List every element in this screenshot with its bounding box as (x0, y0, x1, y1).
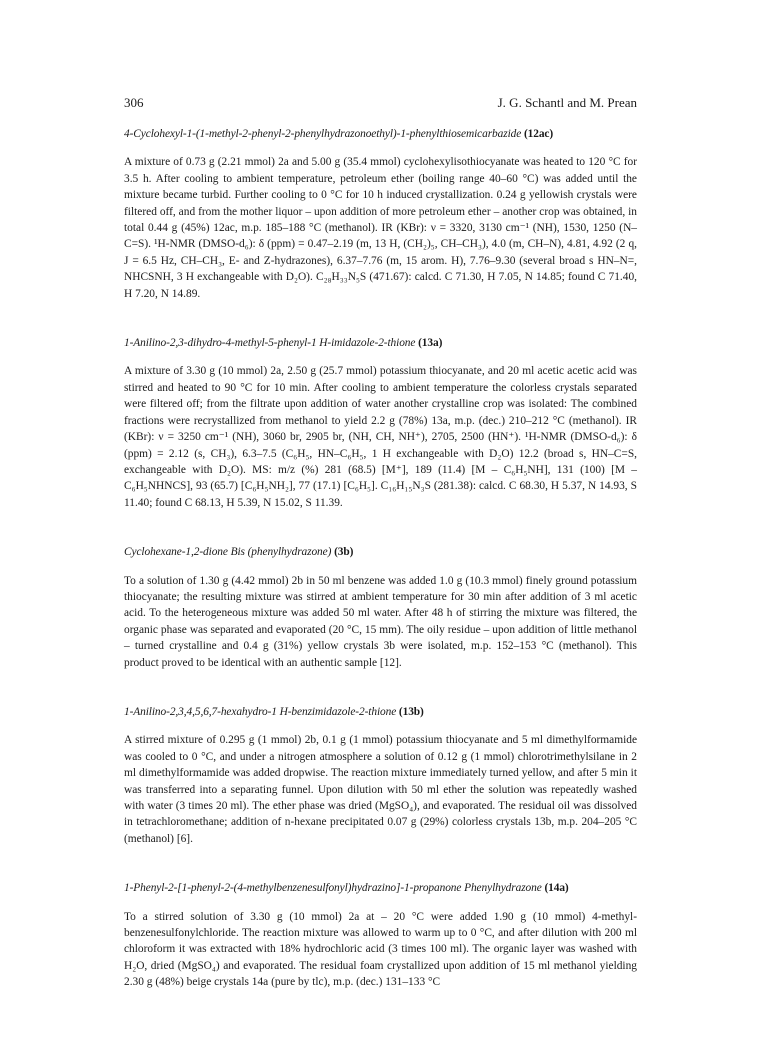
compound-number: (13b) (398, 705, 424, 718)
article-body (124, 126, 637, 991)
section-12ac (124, 126, 637, 302)
compound-number: (12ac) (523, 128, 554, 140)
compound-name: Cyclohexane-1,2-dione Bis (phenylhydrazone) (124, 546, 332, 559)
section-title (124, 544, 637, 560)
page-number: 306 (124, 95, 144, 110)
section-title (124, 704, 637, 720)
compound-number: (3b) (334, 546, 354, 559)
compound-number: (13a) (418, 337, 443, 350)
compound-name: 1-Phenyl-2-[1-phenyl-2-(4-methylbenzenesulfonyl)hydrazino]-1-propanone Phenylhydrazone (124, 882, 542, 895)
compound-name: 1-Anilino-2,3,4,5,6,7-hexahydro-1 H-benzimidazole-2-thione (124, 705, 397, 718)
section-paragraph: A stirred mixture of 0.295 g (1 mmol) 2b, 0.1 g (1 mmol) potassium thiocyanate and 5 ml dimethylformamide was cooled to 0 °C, and under a nitrogen atmosphere a solution of 0.12 g (1 mmol) chlorotrimethylsilane in 2 ml dimethylformamide was added dropwise. The reaction mixture immediately turned yellow, and after 5 min it was transferred into a separating funnel. Upon dilution with 50 ml ether the solution was repeatedly washed with water (3 times 20 ml). The ether phase was dried (MgSO₄), and evaporated. The residual oil was dissolved in tetrachloromethane; addition of n-hexane precipitated 0.07 g (29%) colorless crystals 13b, m.p. 204–205 °C (methanol) [6]. (124, 734, 637, 845)
section-13b (124, 704, 637, 847)
section-3b (124, 544, 637, 671)
compound-name: 1-Anilino-2,3-dihydro-4-methyl-5-phenyl-1 H-imidazole-2-thione (124, 337, 416, 350)
compound-name: 4-Cyclohexyl-1-(1-methyl-2-phenyl-2-phenylhydrazonoethyl)-1-phenylthiosemicarbazide (124, 128, 522, 140)
section-paragraph: To a stirred solution of 3.30 g (10 mmol) 2a at – 20 °C were added 1.90 g (10 mmol) 4-methyl-benzenesulfonylchloride. The reaction mixture was allowed to warm up to 0 °C, and after dilution with 200 ml chloroform it was extracted with 18% hydrochloric acid (3 times 100 ml). The organic layer was washed with H₂O, dried (MgSO₄) and evaporated. The residual foam crystallized upon addition of 15 ml methanol yielding 2.30 g (48%) beige crystals 14a (pure by tlc), m.p. (dec.) 131–133 °C (124, 910, 637, 989)
section-paragraph: A mixture of 0.73 g (2.21 mmol) 2a and 5.00 g (35.4 mmol) cyclohexylisothiocyanate was heated to 120 °C for 3.5 h. After cooling to ambient temperature, petroleum ether (boiling range 40–60 °C) was added until the mixture became turbid. Further cooling to 0 °C for 10 h induced crystallization. 0.24 g yellowish crystals were filtered off, and from the mother liquor – upon addition of more petroleum ether – another crop was obtained, in total 0.44 g (45%) 12ac, m.p. 185–188 °C (methanol). IR (KBr): ν = 3320, 3130 cm⁻¹ (NH), 1530, 1250 (N–C=S). ¹H-NMR (DMSO-d₆): δ (ppm) = 0.47–2.19 (m, 13 H, (CH₂)₅, CH–CH₃), 4.0 (m, CH–N), 4.81, 4.92 (2 q, J = 6.5 Hz, CH–CH₃, E- and Z-hydrazones), 6.37–7.76 (m, 15 arom. H), 7.76–9.30 (several broad s HN–N=, NHCSNH, 3 H exchangeable with D₂O). C₂₈H₃₃N₅S (471.67): calcd. C 71.30, H 7.05, N 14.85; found C 71.40, H 7.20, N 14.89. (124, 156, 637, 300)
compound-number: (14a) (544, 882, 569, 895)
section-13a (124, 335, 637, 511)
section-title (124, 880, 637, 896)
section-paragraph: A mixture of 3.30 g (10 mmol) 2a, 2.50 g (25.7 mmol) potassium thiocyanate, and 20 ml acetic acetic acid was stirred and heated to 90 °C for 10 min. After cooling to ambient temperature the colorless crystals separated were filtered off; from the filtrate upon addition of water another crystalline crop was isolated: The combined fractions were recrystallized from methanol to yield 2.2 g (78%) 13a, m.p. (dec.) 210–212 °C (methanol). IR (KBr): ν = 3250 cm⁻¹ (NH), 3060 br, 2905 br, (NH, CH, NH⁺), 2705, 2500 (HN⁺). ¹H-NMR (DMSO-d₆): δ (ppm) = 2.12 (s, CH₃), 6.3–7.5 (C₆H₅, HN–C₆H₅, 1 H exchangeable with D₂O) 12.2 (broad s, HN–C=S, exchangeable with D₂O). MS: m/z (%) 281 (68.5) [M⁺], 189 (11.4) [M – C₆H₅NH], 131 (100) [M – C₆H₅NHNCS], 93 (65.7) [C₆H₅NH₂], 77 (17.1) [C₆H₅]. C₁₆H₁₅N₃S (281.38): calcd. C 68.30, H 5.37, N 14.93, S 11.40; found C 68.13, H 5.39, N 15.02, S 11.39. (124, 365, 637, 509)
section-title (124, 335, 637, 351)
section-paragraph: To a solution of 1.30 g (4.42 mmol) 2b in 50 ml benzene was added 1.0 g (10.3 mmol) finely ground potassium thiocyanate; the resulting mixture was stirred at ambient temperature for 30 min after addition of 3 ml acetic acid. To the heterogeneous mixture was added 50 ml water. After 48 h of stirring the mixture was filtered, the organic phase was separated and evaporated (20 °C, 15 mm). The oily residue – upon addition of little methanol – turned crystalline and 0.4 g (31%) yellow crystals 3b were isolated, m.p. 152–153 °C (methanol). This product proved to be identical with an authentic sample [12]. (124, 574, 637, 669)
section-14a (124, 880, 637, 990)
section-title (124, 126, 637, 142)
running-head-authors: J. G. Schantl and M. Prean (497, 95, 637, 110)
